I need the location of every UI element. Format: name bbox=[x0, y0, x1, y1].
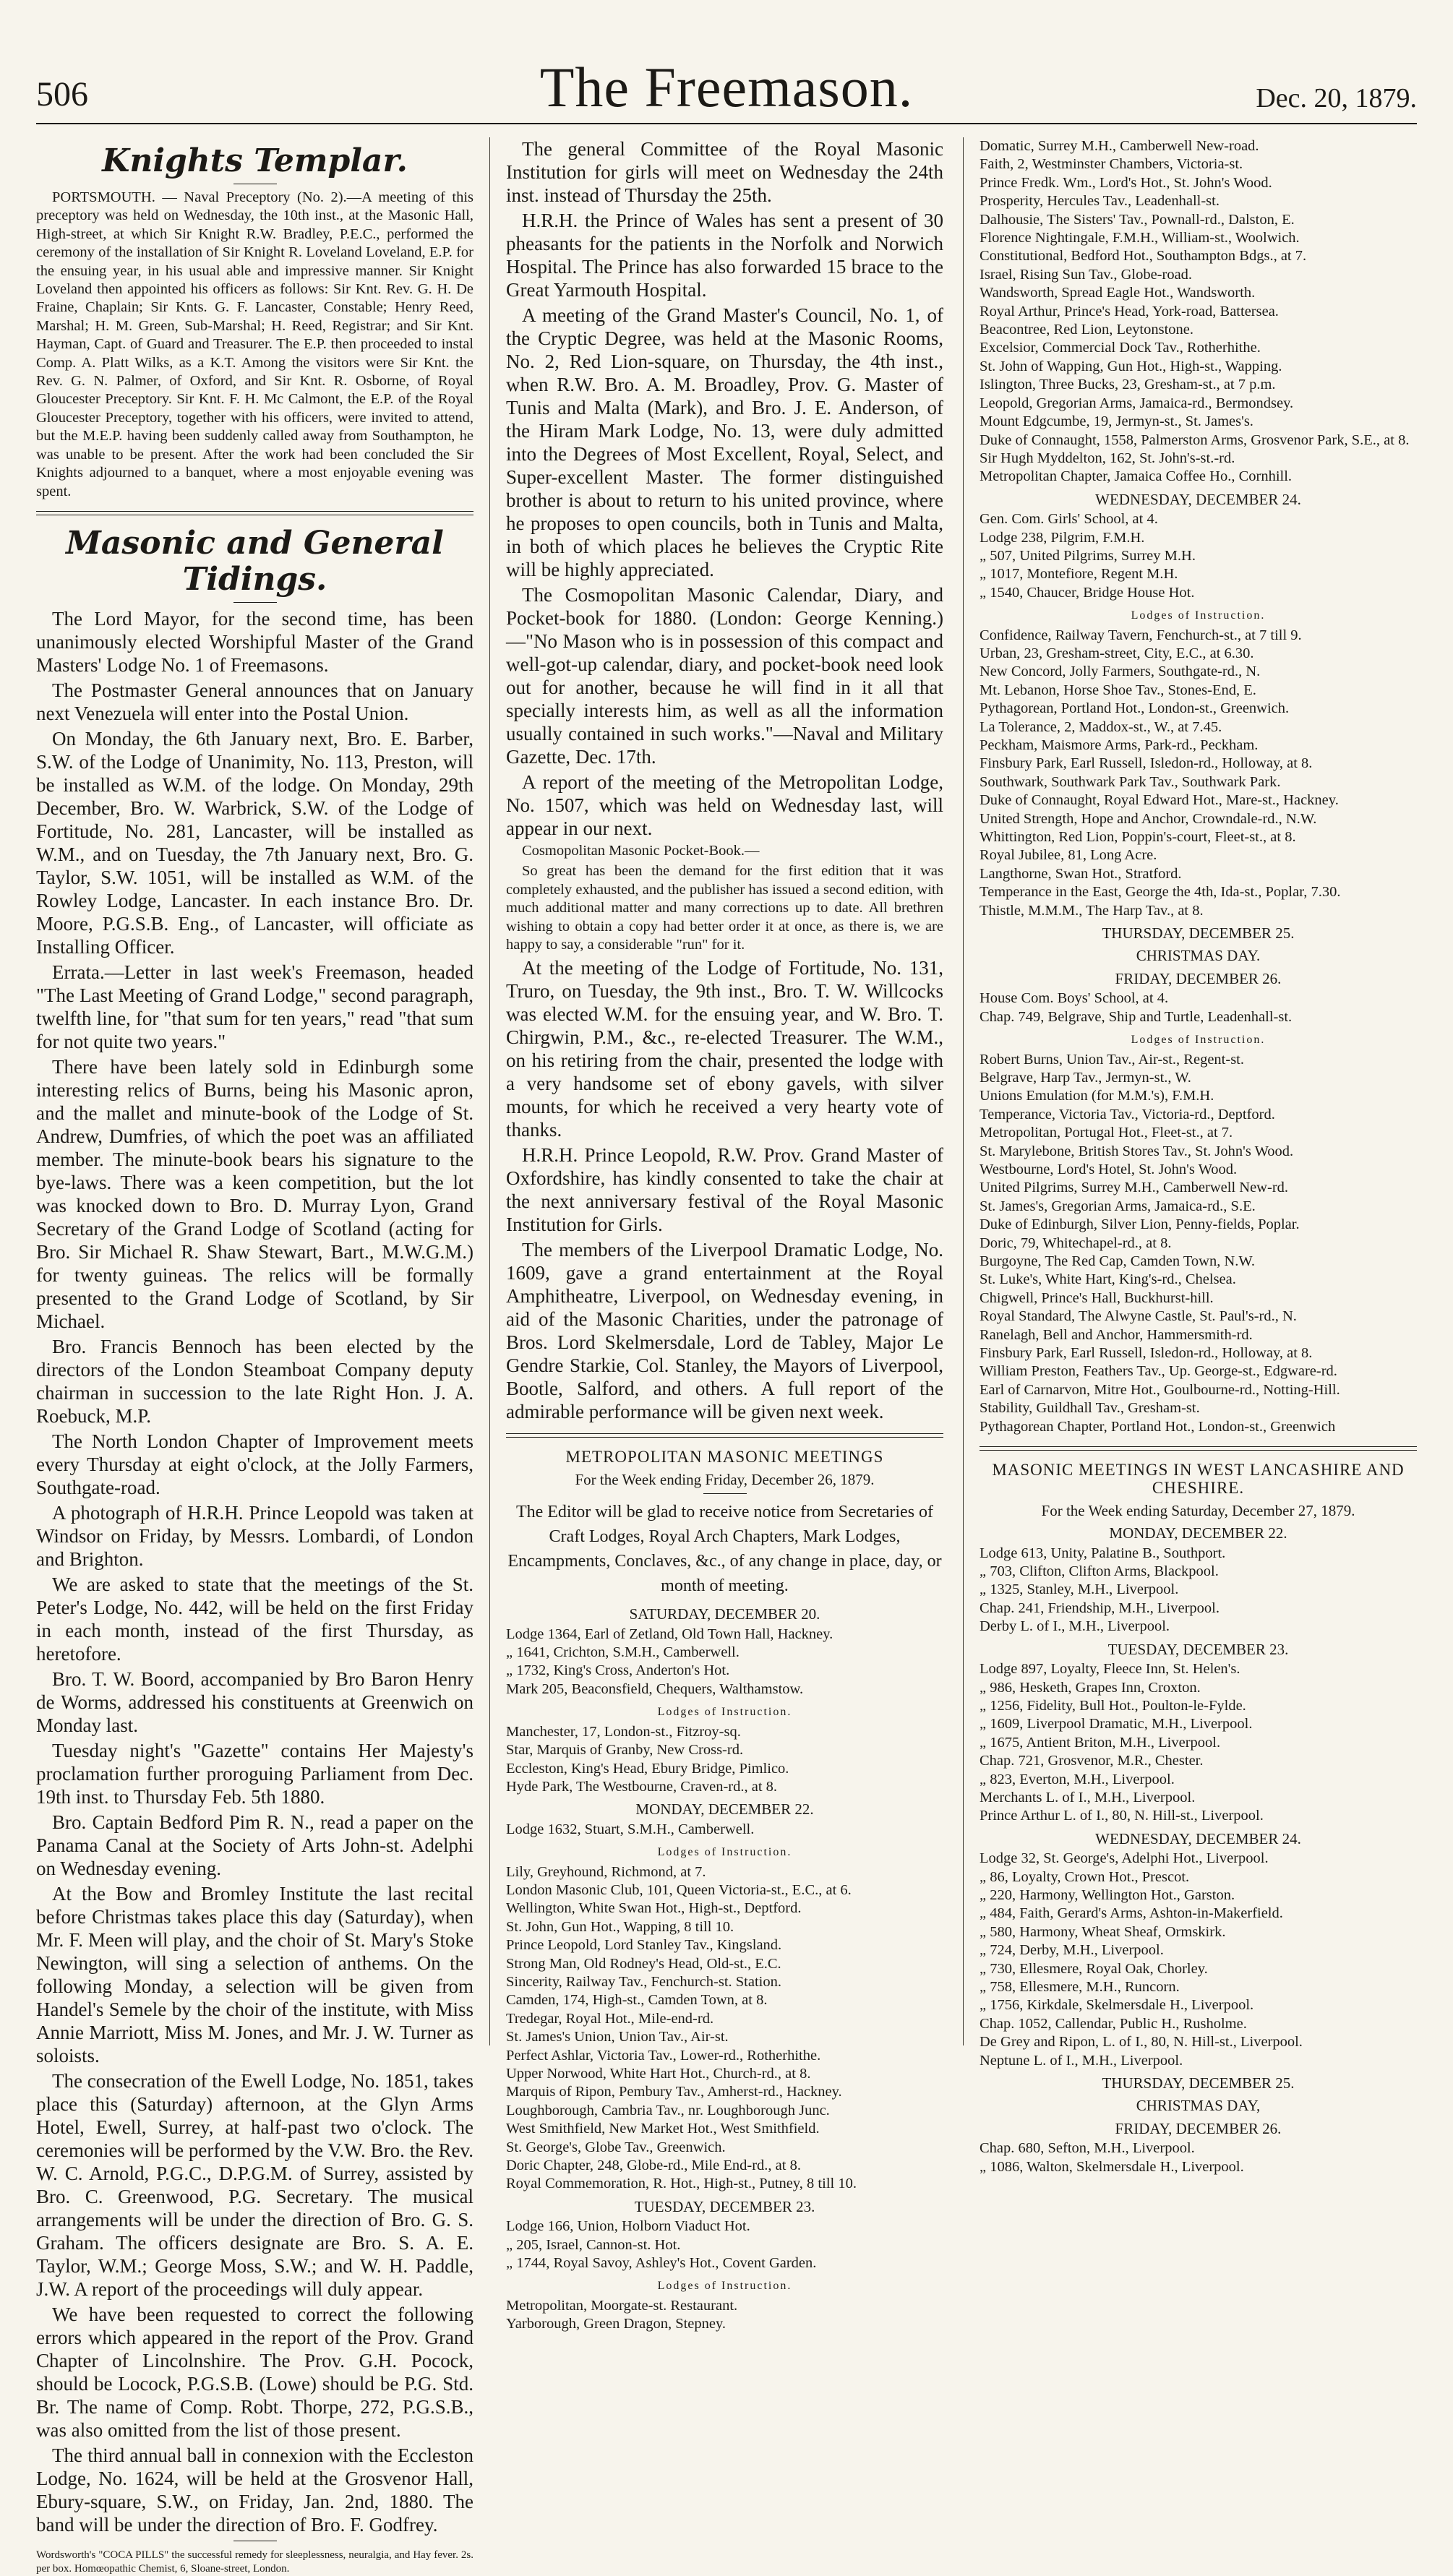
column-rule bbox=[963, 137, 964, 2045]
editor-notice: The Editor will be glad to receive notice from Secretaries of Craft Lodges, Royal Arch Chapters, Mark Lodges, Encampments, Conclaves, &c., of any change in place, day, or month of meeting. bbox=[507, 1503, 942, 1596]
meeting-entry: Finsbury Park, Earl Russell, Isledon-rd., Holloway, at 8. bbox=[980, 1345, 1313, 1361]
meeting-entry: Royal Commemoration, R. Hot., High-st., Putney, 8 till 10. bbox=[506, 2176, 857, 2192]
instruction-label: Lodges of Instruction. bbox=[657, 1846, 792, 1859]
meeting-entry: Tredegar, Royal Hot., Mile-end-rd. bbox=[506, 2010, 714, 2027]
meeting-entry: Loughborough, Cambria Tav., nr. Loughborough Junc. bbox=[506, 2102, 830, 2118]
meeting-entry: Excelsior, Commercial Dock Tav., Rotherhithe. bbox=[980, 340, 1261, 356]
meeting-entry: Duke of Connaught, Royal Edward Hot., Mare-st., Hackney. bbox=[980, 792, 1339, 809]
meeting-entry: West Smithfield, New Market Hot., West Smithfield. bbox=[506, 2121, 820, 2137]
meeting-entry: „ 758, Ellesmere, M.H., Runcorn. bbox=[980, 1979, 1180, 1995]
meeting-entry: „ 580, Harmony, Wheat Sheaf, Ormskirk. bbox=[980, 1923, 1226, 1940]
meeting-entry: Beacontree, Red Lion, Leytonstone. bbox=[980, 322, 1194, 338]
meeting-day: WEDNESDAY, DECEMBER 24. bbox=[1095, 1829, 1301, 1847]
meeting-entry: St. John, Gun Hot., Wapping, 8 till 10. bbox=[506, 1918, 734, 1935]
meeting-entry: Mount Edgcumbe, 19, Jermyn-st., St. James's. bbox=[980, 413, 1253, 430]
meeting-entry: Lodge 238, Pilgrim, F.M.H. bbox=[980, 529, 1145, 546]
meeting-entry: Westbourne, Lord's Hotel, St. John's Wood. bbox=[980, 1161, 1238, 1177]
meeting-entry: Lodge 32, St. George's, Adelphi Hot., Liverpool. bbox=[980, 1850, 1269, 1867]
meeting-entry: De Grey and Ripon, L. of I., 80, N. Hill-st., Liverpool. bbox=[980, 2034, 1303, 2051]
tidings-list bbox=[36, 607, 473, 2536]
meeting-entry: Langthorne, Swan Hot., Stratford. bbox=[980, 865, 1182, 882]
divider bbox=[36, 511, 473, 515]
meeting-entry: Israel, Rising Sun Tav., Globe-road. bbox=[980, 266, 1193, 283]
meeting-entry: St. George's, Globe Tav., Greenwich. bbox=[506, 2139, 726, 2155]
meeting-entry: Camden, 174, High-st., Camden Town, at 8. bbox=[506, 1992, 768, 2009]
paragraph: The North London Chapter of Improvement meets every Thursday at eight o'clock, at the Jolly Farmers, Southgate-road. bbox=[36, 1430, 473, 1498]
pocket-book-heading: Cosmopolitan Masonic Pocket-Book.— bbox=[522, 843, 760, 859]
meeting-entry: Duke of Connaught, 1558, Palmerston Arms, Grosvenor Park, S.E., at 8. bbox=[980, 432, 1410, 448]
meeting-entry: „ 1325, Stanley, M.H., Liverpool. bbox=[980, 1581, 1179, 1598]
meeting-entry: Metropolitan Chapter, Jamaica Coffee Ho., Cornhill. bbox=[980, 468, 1293, 485]
paragraph: The third annual ball in connexion with the Eccleston Lodge, No. 1624, will be held at the Grosvenor Hall, Ebury-square, S.W., on Friday, Jan. 2nd, 1880. The band will be under the direction of Bro. F. Godfrey. bbox=[36, 2444, 473, 2536]
paragraph: Bro. T. W. Boord, accompanied by Bro Baron Henry de Worms, addressed his constituents at Greenwich on Monday last. bbox=[36, 1667, 473, 1736]
meeting-entry: Thistle, M.M.M., The Harp Tav., at 8. bbox=[980, 902, 1204, 919]
meeting-entry: Neptune L. of I., M.H., Liverpool. bbox=[980, 2052, 1183, 2069]
meeting-entry: „ 1256, Fidelity, Bull Hot., Poulton-le-Fylde. bbox=[980, 1697, 1246, 1714]
meeting-entry: Chigwell, Prince's Hall, Buckhurst-hill. bbox=[980, 1289, 1214, 1306]
meeting-entry: Confidence, Railway Tavern, Fenchurch-st., at 7 till 9. bbox=[980, 627, 1302, 643]
paragraph: The Lord Mayor, for the second time, has been unanimously elected Worshipful Master of the Grand Masters' Lodge No. 1 of Freemasons. bbox=[36, 607, 473, 676]
meeting-entry: Burgoyne, The Red Cap, Camden Town, N.W. bbox=[980, 1253, 1256, 1269]
meeting-day: FRIDAY, DECEMBER 26. bbox=[1115, 969, 1282, 987]
meeting-entry: „ 986, Hesketh, Grapes Inn, Croxton. bbox=[980, 1679, 1201, 1696]
meeting-entry: Royal Arthur, Prince's Head, York-road, Battersea. bbox=[980, 303, 1279, 319]
meeting-entry: Gen. Com. Girls' School, at 4. bbox=[980, 511, 1158, 528]
meeting-entry: William Preston, Feathers Tav., Up. George-st., Edgware-rd. bbox=[980, 1363, 1337, 1380]
meeting-entry: „ 507, United Pilgrims, Surrey M.H. bbox=[980, 547, 1196, 564]
column-left bbox=[36, 137, 473, 2575]
meeting-entry: Doric, 79, Whitechapel-rd., at 8. bbox=[980, 1235, 1172, 1251]
meeting-entry: House Com. Boys' School, at 4. bbox=[980, 990, 1169, 1007]
meeting-entry: Chap. 241, Friendship, M.H., Liverpool. bbox=[980, 1600, 1220, 1616]
meeting-day: FRIDAY, DECEMBER 26. bbox=[1115, 2119, 1282, 2137]
meeting-entry: St. James's, Gregorian Arms, Jamaica-rd., S.E. bbox=[980, 1198, 1256, 1214]
metropolitan-meetings-heading: METROPOLITAN MASONIC MEETINGS bbox=[565, 1448, 884, 1467]
meeting-entry: „ 1086, Walton, Skelmersdale H., Liverpool. bbox=[980, 2158, 1244, 2175]
meeting-entry: New Concord, Jolly Farmers, Southgate-rd., N. bbox=[980, 664, 1261, 680]
paragraph: On Monday, the 6th January next, Bro. E. Barber, S.W. of the Lodge of Unanimity, No. 113, Preston, will be installed as W.M. of the lodge. On Monday, 29th December, Bro. W. Warbrick, S.W. of the Lodge of Fortitude, No. 281, Lancaster, will be installed as W.M., and on Tuesday, the 7th January next, Bro. G. Taylor, S.W. 1051, will be installed as W.M. of the Rowley Lodge, Lancaster. In each instance Bro. Dr. Moore, P.G.S.B. Eng., of Lancaster, will officiate as Installing Officer. bbox=[36, 727, 473, 958]
meeting-entry: „ 1744, Royal Savoy, Ashley's Hot., Covent Garden. bbox=[506, 2255, 817, 2272]
meeting-entry: Royal Jubilee, 81, Long Acre. bbox=[980, 847, 1157, 864]
instruction-label: Lodges of Instruction. bbox=[1131, 1034, 1266, 1047]
paragraph: At the Bow and Bromley Institute the last recital before Christmas takes place this day (Saturday), when Mr. F. Meen will play, and the choir of St. Mary's Stoke Newington, will sing a selection of anthems. On the following Monday, a selection will be given from Handel's Semele by the choir of the institute, with Miss Annie Marriott, Miss M. Jones, and Mr. J. W. Turner as soloists. bbox=[36, 1882, 473, 2066]
column-right bbox=[980, 137, 1417, 2175]
meeting-entry: Derby L. of I., M.H., Liverpool. bbox=[980, 1618, 1170, 1635]
meeting-entry: „ 730, Ellesmere, Royal Oak, Chorley. bbox=[980, 1960, 1208, 1977]
pocket-book-note: So great has been the demand for the first edition that it was completely exhausted, and the publisher has issued a second edition, with much additional matter and many corrections up to date. All brethren wishing to obtain a copy had better order it at once, as there is, we are happy to say, a considerable "run" for it. bbox=[506, 863, 943, 953]
meeting-entry: Dalhousie, The Sisters' Tav., Pownall-rd., Dalston, E. bbox=[980, 211, 1295, 228]
tidings-heading: Masonic and General Tidings. bbox=[66, 524, 444, 598]
meeting-entry: London Masonic Club, 101, Queen Victoria-st., E.C., at 6. bbox=[506, 1881, 852, 1898]
paper-title: The Freemason. bbox=[539, 56, 914, 119]
meeting-entry: St. Marylebone, British Stores Tav., St. John's Wood. bbox=[980, 1143, 1294, 1159]
paragraph: H.R.H. the Prince of Wales has sent a present of 30 pheasants for the patients in the Norfolk and Norwich Hospital. The Prince has also forwarded 15 brace to the Great Yarmouth Hospital. bbox=[506, 210, 943, 301]
meeting-day: TUESDAY, DECEMBER 23. bbox=[1107, 1640, 1289, 1658]
meeting-entry: „ 1641, Crichton, S.M.H., Camberwell. bbox=[506, 1644, 740, 1661]
lancashire-meetings-heading: MASONIC MEETINGS IN WEST LANCASHIRE AND CHESHIRE. bbox=[992, 1461, 1405, 1498]
meeting-entry: Unions Emulation (for M.M.'s), F.M.H. bbox=[980, 1088, 1214, 1104]
meeting-entry: St. Luke's, White Hart, King's-rd., Chelsea. bbox=[980, 1271, 1236, 1288]
meeting-entry: Temperance, Victoria Tav., Victoria-rd., Deptford. bbox=[980, 1106, 1275, 1122]
meeting-entry: Pythagorean Chapter, Portland Hot., London-st., Greenwich bbox=[980, 1418, 1336, 1435]
meeting-entry: Metropolitan, Moorgate-st. Restaurant. bbox=[506, 2297, 738, 2314]
paragraph: We have been requested to correct the following errors which appeared in the report of the Prov. Grand Chapter of Lincolnshire. The Prov. G.H. Pocock, should be Locock, P.G.S.B. (Lowe) should be P.G. Std. Br. The name of Comp. Robt. Thorpe, 272, P.G.S.B., was also omitted from the list of those present. bbox=[36, 2303, 473, 2441]
meeting-entry: Lodge 1632, Stuart, S.M.H., Camberwell. bbox=[506, 1821, 755, 1837]
meeting-entry: Prince Leopold, Lord Stanley Tav., Kingsland. bbox=[506, 1937, 782, 1954]
paragraph: At the meeting of the Lodge of Fortitude, No. 131, Truro, on Tuesday, the 9th inst., Bro. T. W. Willcocks was elected W.M. for the ensuing year, and W. Bro. T. Chirgwin, P.M., &c., re-elected Treasurer. The W.M., on his retiring from the chair, presented the lodge with a very handsome set of ebony gavels, with silver mounts, for which he received a very hearty vote of thanks. bbox=[506, 957, 943, 1141]
christmas-day-note: CHRISTMAS DAY, bbox=[1136, 2097, 1261, 2115]
column-rule bbox=[489, 137, 490, 2045]
meeting-day: THURSDAY, DECEMBER 25. bbox=[1102, 924, 1295, 943]
meeting-entry: Urban, 23, Gresham-street, City, E.C., at 6.30. bbox=[980, 645, 1254, 661]
meeting-entry: „ 220, Harmony, Wellington Hot., Garston. bbox=[980, 1886, 1235, 1903]
meeting-entry: Sir Hugh Myddelton, 162, St. John's-st.-rd. bbox=[980, 450, 1235, 466]
news-list bbox=[506, 137, 943, 840]
meeting-entry: La Tolerance, 2, Maddox-st., W., at 7.45. bbox=[980, 718, 1222, 735]
meeting-entry: Yarborough, Green Dragon, Stepney. bbox=[506, 2316, 726, 2332]
meeting-note: CHRISTMAS DAY. bbox=[1136, 947, 1261, 965]
masthead bbox=[36, 29, 1417, 124]
meeting-entry: Mark 205, Beaconsfield, Chequers, Walthamstow. bbox=[506, 1680, 804, 1697]
meeting-entry: Domatic, Surrey M.H., Camberwell New-road. bbox=[980, 138, 1259, 154]
news-list bbox=[506, 956, 943, 1423]
divider bbox=[980, 1446, 1417, 1451]
meeting-entry: Mt. Lebanon, Horse Shoe Tav., Stones-End, E. bbox=[980, 682, 1256, 698]
meeting-entry: Strong Man, Old Rodney's Head, Old-st., E.C. bbox=[506, 1955, 781, 1972]
meeting-entry: Chap. 1052, Callendar, Public H., Rusholme. bbox=[980, 2015, 1247, 2032]
knights-templar-heading: Knights Templar. bbox=[102, 142, 408, 179]
divider bbox=[703, 1493, 747, 1494]
meeting-entry: Wellington, White Swan Hot., High-st., Deptford. bbox=[506, 1900, 802, 1917]
meeting-entry: Robert Burns, Union Tav., Air-st., Regent-st. bbox=[980, 1051, 1244, 1068]
meeting-entry: Doric Chapter, 248, Globe-rd., Mile End-rd., at 8. bbox=[506, 2158, 801, 2174]
meeting-entry: Islington, Three Bucks, 23, Gresham-st., at 7 p.m. bbox=[980, 377, 1276, 393]
meeting-day: MONDAY, DECEMBER 22. bbox=[1109, 1524, 1287, 1542]
meeting-entry: Chap. 721, Grosvenor, M.R., Chester. bbox=[980, 1753, 1204, 1769]
meeting-entry: „ 1017, Montefiore, Regent M.H. bbox=[980, 566, 1178, 583]
paragraph: The consecration of the Ewell Lodge, No. 1851, takes place this (Saturday) afternoon, at the Glyn Arms Hotel, Ewell, Surrey, at half-past two o'clock. The ceremonies will be performed by the V.W. Bro. the Rev. W. C. Arnold, P.G.C., D.P.G.M. of Surrey, assisted by Bro. C. Greenwood, P.G. Secretary. The musical arrangements will be under the direction of Bro. G. S. Graham. The officers designate are Bro. S. A. E. Taylor, W.M.; George Moss, S.W.; and W. H. Paddle, J.W. A report of the proceedings will duly appear. bbox=[36, 2069, 473, 2300]
page-number: 506 bbox=[36, 75, 88, 113]
meeting-entry: Faith, 2, Westminster Chambers, Victoria-st. bbox=[980, 156, 1243, 173]
paragraph: The Postmaster General announces that on January next Venezuela will enter into the Postal Union. bbox=[36, 679, 473, 724]
meeting-entry: Lodge 1364, Earl of Zetland, Old Town Hall, Hackney. bbox=[506, 1626, 833, 1642]
meeting-entry: „ 86, Loyalty, Crown Hot., Prescot. bbox=[980, 1868, 1190, 1885]
meeting-days bbox=[506, 1605, 943, 2333]
divider bbox=[233, 602, 277, 603]
meeting-entry: „ 1609, Liverpool Dramatic, M.H., Liverpool. bbox=[980, 1716, 1253, 1733]
instruction-label: Lodges of Instruction. bbox=[657, 2280, 792, 2293]
meeting-entry: Wandsworth, Spread Eagle Hot., Wandsworth. bbox=[980, 285, 1256, 301]
paragraph: The general Committee of the Royal Masonic Institution for girls will meet on Wednesday the 24th inst. instead of Thursday the 25th. bbox=[506, 138, 943, 206]
meeting-entry: St. James's Union, Union Tav., Air-st. bbox=[506, 2029, 729, 2045]
meeting-entry: „ 1756, Kirkdale, Skelmersdale H., Liverpool. bbox=[980, 1997, 1254, 2014]
meeting-entry: Star, Marquis of Granby, New Cross-rd. bbox=[506, 1742, 744, 1759]
meeting-entry: Southwark, Southwark Park Tav., Southwark Park. bbox=[980, 773, 1281, 790]
meeting-entry: Peckham, Maismore Arms, Park-rd., Peckham. bbox=[980, 737, 1259, 753]
meeting-entry: Hyde Park, The Westbourne, Craven-rd., at 8. bbox=[506, 1778, 778, 1795]
meeting-entry: Royal Standard, The Alwyne Castle, St. Paul's-rd., N. bbox=[980, 1308, 1297, 1325]
meeting-day: WEDNESDAY, DECEMBER 24. bbox=[1095, 490, 1301, 508]
paragraph: Bro. Captain Bedford Pim R. N., read a paper on the Panama Canal at the Society of Arts John-st. Adelphi on Wednesday evening. bbox=[36, 1811, 473, 1879]
divider bbox=[506, 1433, 943, 1438]
meeting-day: THURSDAY, DECEMBER 25. bbox=[1102, 2074, 1295, 2092]
instruction-label: Lodges of Instruction. bbox=[1131, 609, 1266, 622]
meeting-entry: „ 1732, King's Cross, Anderton's Hot. bbox=[506, 1662, 730, 1679]
paragraph: Errata.—Letter in last week's Freemason, headed "The Last Meeting of Grand Lodge," second paragraph, twelfth line, for "that sum for ten years," read "that sum for not quite two years." bbox=[36, 961, 473, 1052]
paragraph: The Cosmopolitan Masonic Calendar, Diary, and Pocket-book for 1880. (London: George Kenning.) —"No Mason who is in possession of this compact and well-got-up calendar, diary, and pocket-book need look out for another, because he will find in it all that specially interests him, as well as all the information usually contained in such works."—Naval and Military Gazette, Dec. 17th. bbox=[506, 584, 943, 768]
meeting-entry: Pythagorean, Portland Hot., London-st., Greenwich. bbox=[980, 700, 1290, 717]
meeting-day: SATURDAY, DECEMBER 20. bbox=[629, 1605, 820, 1623]
meeting-entry: „ 484, Faith, Gerard's Arms, Ashton-in-Makerfield. bbox=[980, 1905, 1283, 1922]
meeting-entry: St. John of Wapping, Gun Hot., High-st., Wapping. bbox=[980, 358, 1282, 374]
meeting-entry: Prosperity, Hercules Tav., Leadenhall-st. bbox=[980, 193, 1220, 210]
paragraph: A photograph of H.R.H. Prince Leopold was taken at Windsor on Friday, by Messrs. Lombardi, of London and Brighton. bbox=[36, 1501, 473, 1570]
meeting-list bbox=[980, 137, 1417, 486]
meeting-entry: Duke of Edinburgh, Silver Lion, Penny-fields, Poplar. bbox=[980, 1216, 1300, 1233]
meeting-entry: Finsbury Park, Earl Russell, Isledon-rd., Holloway, at 8. bbox=[980, 755, 1313, 772]
meeting-entry: „ 1675, Antient Briton, M.H., Liverpool. bbox=[980, 1734, 1221, 1751]
meeting-entry: Chap. 680, Sefton, M.H., Liverpool. bbox=[980, 2140, 1195, 2157]
meeting-entry: Eccleston, King's Head, Ebury Bridge, Pimlico. bbox=[506, 1760, 789, 1777]
lancashire-meetings-subheading: For the Week ending Saturday, December 27, 1879. bbox=[1041, 1501, 1355, 1519]
meeting-entry: Lily, Greyhound, Richmond, at 7. bbox=[506, 1863, 706, 1880]
meeting-entry: Sincerity, Railway Tav., Fenchurch-st. Station. bbox=[506, 1973, 781, 1990]
paragraph: A report of the meeting of the Metropolitan Lodge, No. 1507, which was held on Wednesday last, will appear in our next. bbox=[506, 771, 943, 839]
meeting-entry: „ 724, Derby, M.H., Liverpool. bbox=[980, 1942, 1164, 1959]
meeting-entry: Whittington, Red Lion, Poppin's-court, Fleet-st., at 8. bbox=[980, 829, 1296, 846]
meeting-entry: „ 205, Israel, Cannon-st. Hot. bbox=[506, 2236, 681, 2253]
meeting-entry: Manchester, 17, London-st., Fitzroy-sq. bbox=[506, 1723, 741, 1740]
portsmouth-report: PORTSMOUTH. — Naval Preceptory (No. 2).—A meeting of this preceptory was held on Wednesday, the 10th inst., at the Masonic Hall, High-street, at which Sir Knight R.W. Bradley, P.E.C., performed the ceremony of the installation of Sir Knight R. Loveland Loveland, E.P. for the ensuing year, in his usual able and impressive manner. Sir Knight Loveland then appointed his officers as follows: Sir Knt. Rev. G. H. De Fraine, Chaplain; Sir Knts. G. F. Lancaster, Constable; Henry Reed, Marshal; H. M. Green, Sub-Marshal; H. Reed, Registrar; and Sir Knt. Hayman, Capt. of Guard and Treasurer. The E.P. then proceeded to instal Comp. A. Platt Wilks, as a K.T. Among the visitors were Sir Knt. the Rev. G. N. Palmer, of Oxford, and Sir Knt. R. Osborne, of Royal Gloucester Preceptory. Sir Knt. F. H. Mc Calmont, the E.P. of the Royal Gloucester Preceptory, together with his officers, were invited to attend, but the M.E.P. having been suddenly called away from Southampton, he was unable to be present. After the work had been concluded the Sir Knights adjourned to a banquet, where a most enjoyable evening was spent. bbox=[36, 189, 473, 499]
paragraph: H.R.H. Prince Leopold, R.W. Prov. Grand Master of Oxfordshire, has kindly consented to take the chair at the next anniversary festival of the Royal Masonic Institution for Girls. bbox=[506, 1144, 943, 1236]
paragraph: Tuesday night's "Gazette" contains Her Majesty's proclamation further proroguing Parliament from Dec. 19th inst. to Thursday Feb. 5th 1880. bbox=[36, 1739, 473, 1808]
column-middle bbox=[506, 137, 943, 2332]
paragraph: There have been lately sold in Edinburgh some interesting relics of Burns, being his Masonic apron, and the mallet and minute-book of the Lodge of St. Andrew, Dumfries, of which the poet was an affiliated member. The minute-book bears his signature to the bye-laws. There was a keen competition, but the lot was knocked down to Bro. D. Murray Lyon, Grand Secretary of the Grand Lodge of Scotland (acting for Bro. Sir Michael R. Shaw Stewart, Bart., M.W.G.M.) for twenty guineas. The relics will be formally presented to the Grand Lodge of Scotland, by Sir Michael. bbox=[36, 1055, 473, 1332]
meeting-entry: Constitutional, Bedford Hot., Southampton Bdgs., at 7. bbox=[980, 248, 1307, 265]
meeting-entry: Belgrave, Harp Tav., Jermyn-st., W. bbox=[980, 1069, 1191, 1086]
meeting-entry: Earl of Carnarvon, Mitre Hot., Goulbourne-rd., Notting-Hill. bbox=[980, 1381, 1340, 1398]
meeting-entry: Merchants L. of I., M.H., Liverpool. bbox=[980, 1789, 1196, 1806]
meeting-list bbox=[980, 2139, 1417, 2176]
meeting-entry: Upper Norwood, White Hart Hot., Church-rd., at 8. bbox=[506, 2066, 811, 2082]
meeting-entry: Stability, Guildhall Tav., Gresham-st. bbox=[980, 1400, 1200, 1417]
meeting-entry: Lodge 166, Union, Holborn Viaduct Hot. bbox=[506, 2218, 750, 2235]
meeting-entry: Lodge 897, Loyalty, Fleece Inn, St. Helen's. bbox=[980, 1661, 1240, 1678]
meeting-entry: Ranelagh, Bell and Anchor, Hammersmith-rd. bbox=[980, 1326, 1253, 1343]
meeting-entry: „ 1540, Chaucer, Bridge House Hot. bbox=[980, 584, 1195, 601]
meeting-entry: United Strength, Hope and Anchor, Crowndale-rd., N.W. bbox=[980, 810, 1317, 827]
coca-pills-advert: Wordsworth's "COCA PILLS" the successful remedy for sleeplessness, neuralgia, and Hay fever. 2s. per box. Homœopathic Chemist, 6, Sloane-street, London. bbox=[36, 2549, 473, 2575]
paragraph: We are asked to state that the meetings of the St. Peter's Lodge, No. 442, will be held on the first Friday in each month, instead of the first Thursday, as heretofore. bbox=[36, 1573, 473, 1665]
meeting-entry: Prince Fredk. Wm., Lord's Hot., St. John's Wood. bbox=[980, 174, 1272, 191]
meeting-entry: Lodge 613, Unity, Palatine B., Southport. bbox=[980, 1545, 1226, 1561]
paragraph: The members of the Liverpool Dramatic Lodge, No. 1609, gave a grand entertainment at the Royal Amphitheatre, Liverpool, on Wednesday evening, in aid of the Masonic Charities, under the patronage of Bros. Lord Skelmersdale, Lord de Tabley, Major Le Gendre Starkie, Col. Stanley, the Mayors of Liverpool, Bootle, Salford, and others. A full report of the admirable performance will be given next week. bbox=[506, 1239, 943, 1423]
meeting-entry: United Pilgrims, Surrey M.H., Camberwell New-rd. bbox=[980, 1180, 1289, 1196]
metropolitan-meetings-subheading: For the Week ending Friday, December 26, 1879. bbox=[575, 1470, 875, 1488]
instruction-label: Lodges of Instruction. bbox=[657, 1706, 792, 1719]
meeting-entry: Florence Nightingale, F.M.H., William-st., Woolwich. bbox=[980, 230, 1300, 246]
paragraph: Bro. Francis Bennoch has been elected by the directors of the London Steamboat Company deputy chairman in succession to the late Right Hon. J. A. Roebuck, M.P. bbox=[36, 1335, 473, 1427]
meeting-days bbox=[980, 491, 1417, 1436]
meeting-entry: „ 703, Clifton, Clifton Arms, Blackpool. bbox=[980, 1563, 1219, 1580]
meeting-entry: Chap. 749, Belgrave, Ship and Turtle, Leadenhall-st. bbox=[980, 1008, 1293, 1025]
meeting-entry: Prince Arthur L. of I., 80, N. Hill-st., Liverpool. bbox=[980, 1808, 1264, 1824]
meeting-entry: „ 823, Everton, M.H., Liverpool. bbox=[980, 1771, 1175, 1787]
paragraph: A meeting of the Grand Master's Council, No. 1, of the Cryptic Degree, was held at the Masonic Rooms, No. 2, Red Lion-square, on Thursday, the 4th inst., when R.W. Bro. A. M. Broadley, Prov. G. Master of Tunis and Malta (Mark), and Bro. J. E. Anderson, of the Hiram Mark Lodge, No. 13, were duly admitted into the Degrees of Most Excellent, Royal, Select, and Super-excellent Master. The former distinguished brother is about to return to his united province, where he proposes to open councils, both in Tunis and Malta, in both of which places he believes the Cryptic Rite will be highly appreciated. bbox=[506, 304, 943, 580]
meeting-entry: Leopold, Gregorian Arms, Jamaica-rd., Bermondsey. bbox=[980, 395, 1294, 411]
meeting-entry: Marquis of Ripon, Pembury Tav., Amherst-rd., Hackney. bbox=[506, 2084, 842, 2100]
meeting-entry: Metropolitan, Portugal Hot., Fleet-st., at 7. bbox=[980, 1125, 1233, 1141]
lancashire-meeting-days bbox=[980, 1524, 1417, 2092]
meeting-day: TUESDAY, DECEMBER 23. bbox=[634, 2197, 815, 2215]
issue-date: Dec. 20, 1879. bbox=[1256, 83, 1417, 113]
meeting-entry: Perfect Ashlar, Victoria Tav., Lower-rd., Rotherhithe. bbox=[506, 2047, 821, 2064]
meeting-day: MONDAY, DECEMBER 22. bbox=[635, 1800, 814, 1819]
meeting-entry: Temperance in the East, George the 4th, Ida-st., Poplar, 7.30. bbox=[980, 884, 1341, 901]
